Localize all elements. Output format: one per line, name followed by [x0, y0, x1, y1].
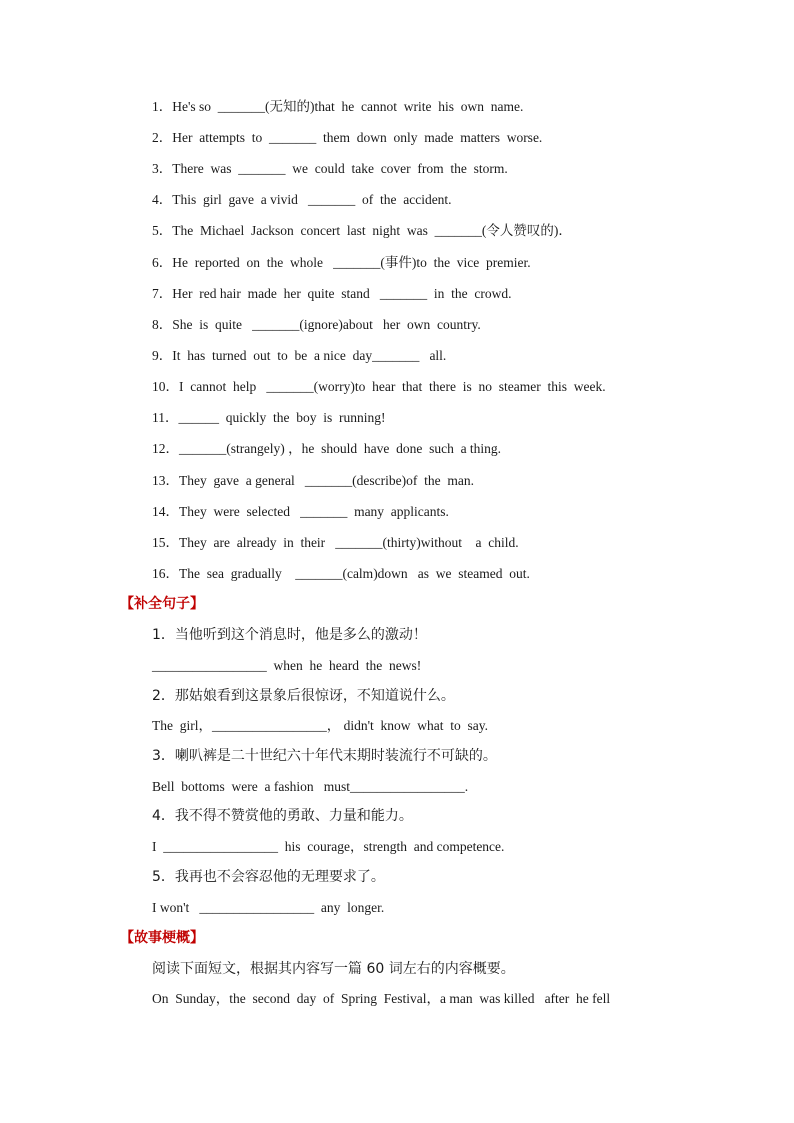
- vocab-item-5: 5．The Michael Jackson concert last night was _______(令人赞叹的)．: [152, 223, 572, 238]
- vocab-item-1: 1．He's so _______(无知的)that he cannot write his own name.: [152, 99, 524, 114]
- vocab-item-7: 7．Her red hair made her quite stand _______ in the crowd.: [152, 286, 512, 301]
- sentence-5-chinese: 5．我再也不会容忍他的无理要求了。: [152, 869, 385, 885]
- vocab-item-14: 14．They were selected _______ many applicants.: [152, 504, 449, 519]
- vocab-item-9: 9．It has turned out to be a nice day_______ all.: [152, 348, 447, 363]
- sentence-3-english: Bell bottoms were a fashion must_________________.: [152, 779, 469, 794]
- sentence-5-english: I won't _________________ any longer.: [152, 900, 385, 915]
- sentence-4-english: I _________________ his courage，strength and competence.: [152, 839, 505, 854]
- vocab-item-8: 8．She is quite _______(ignore)about her own country.: [152, 317, 481, 332]
- sentence-2-english: The girl，_________________， didn't know what to say.: [152, 718, 489, 733]
- section-heading-complete-sentences: 【补全句子】: [120, 596, 204, 612]
- passage-first-line: On Sunday，the second day of Spring Festival，a man was killed after he fell: [152, 991, 611, 1006]
- vocab-item-15: 15．They are already in their _______(thirty)without a child.: [152, 535, 519, 550]
- sentence-1-english: _________________ when he heard the news!: [152, 658, 422, 673]
- sentence-4-chinese: 4．我不得不赞赏他的勇敢、力量和能力。: [152, 808, 413, 824]
- sentence-3-chinese: 3．喇叭裤是二十世纪六十年代末期时装流行不可缺的。: [152, 748, 497, 764]
- vocab-item-16: 16．The sea gradually _______(calm)down as we steamed out.: [152, 566, 530, 581]
- section-heading-story-summary: 【故事梗概】: [120, 930, 204, 946]
- vocab-item-13: 13．They gave a general _______(describe)of the man.: [152, 473, 475, 488]
- vocab-item-11: 11．______ quickly the boy is running!: [152, 410, 386, 425]
- sentence-2-chinese: 2．那姑娘看到这景象后很惊讶，不知道说什么。: [152, 688, 455, 704]
- vocab-item-12: 12．_______(strangely) ，he should have done such a thing.: [152, 441, 502, 456]
- vocab-item-3: 3．There was _______ we could take cover from the storm.: [152, 161, 508, 176]
- summary-instruction: 阅读下面短文，根据其内容写一篇 60 词左右的内容概要。: [152, 961, 515, 977]
- vocab-item-2: 2．Her attempts to _______ them down only made matters worse.: [152, 130, 543, 145]
- sentence-1-chinese: 1．当他听到这个消息时，他是多么的激动！: [152, 627, 427, 643]
- vocab-item-10: 10．I cannot help _______(worry)to hear that there is no steamer this week.: [152, 379, 606, 394]
- vocab-item-4: 4．This girl gave a vivid _______ of the accident.: [152, 192, 452, 207]
- vocab-item-6: 6．He reported on the whole _______(事件)to the vice premier.: [152, 255, 531, 270]
